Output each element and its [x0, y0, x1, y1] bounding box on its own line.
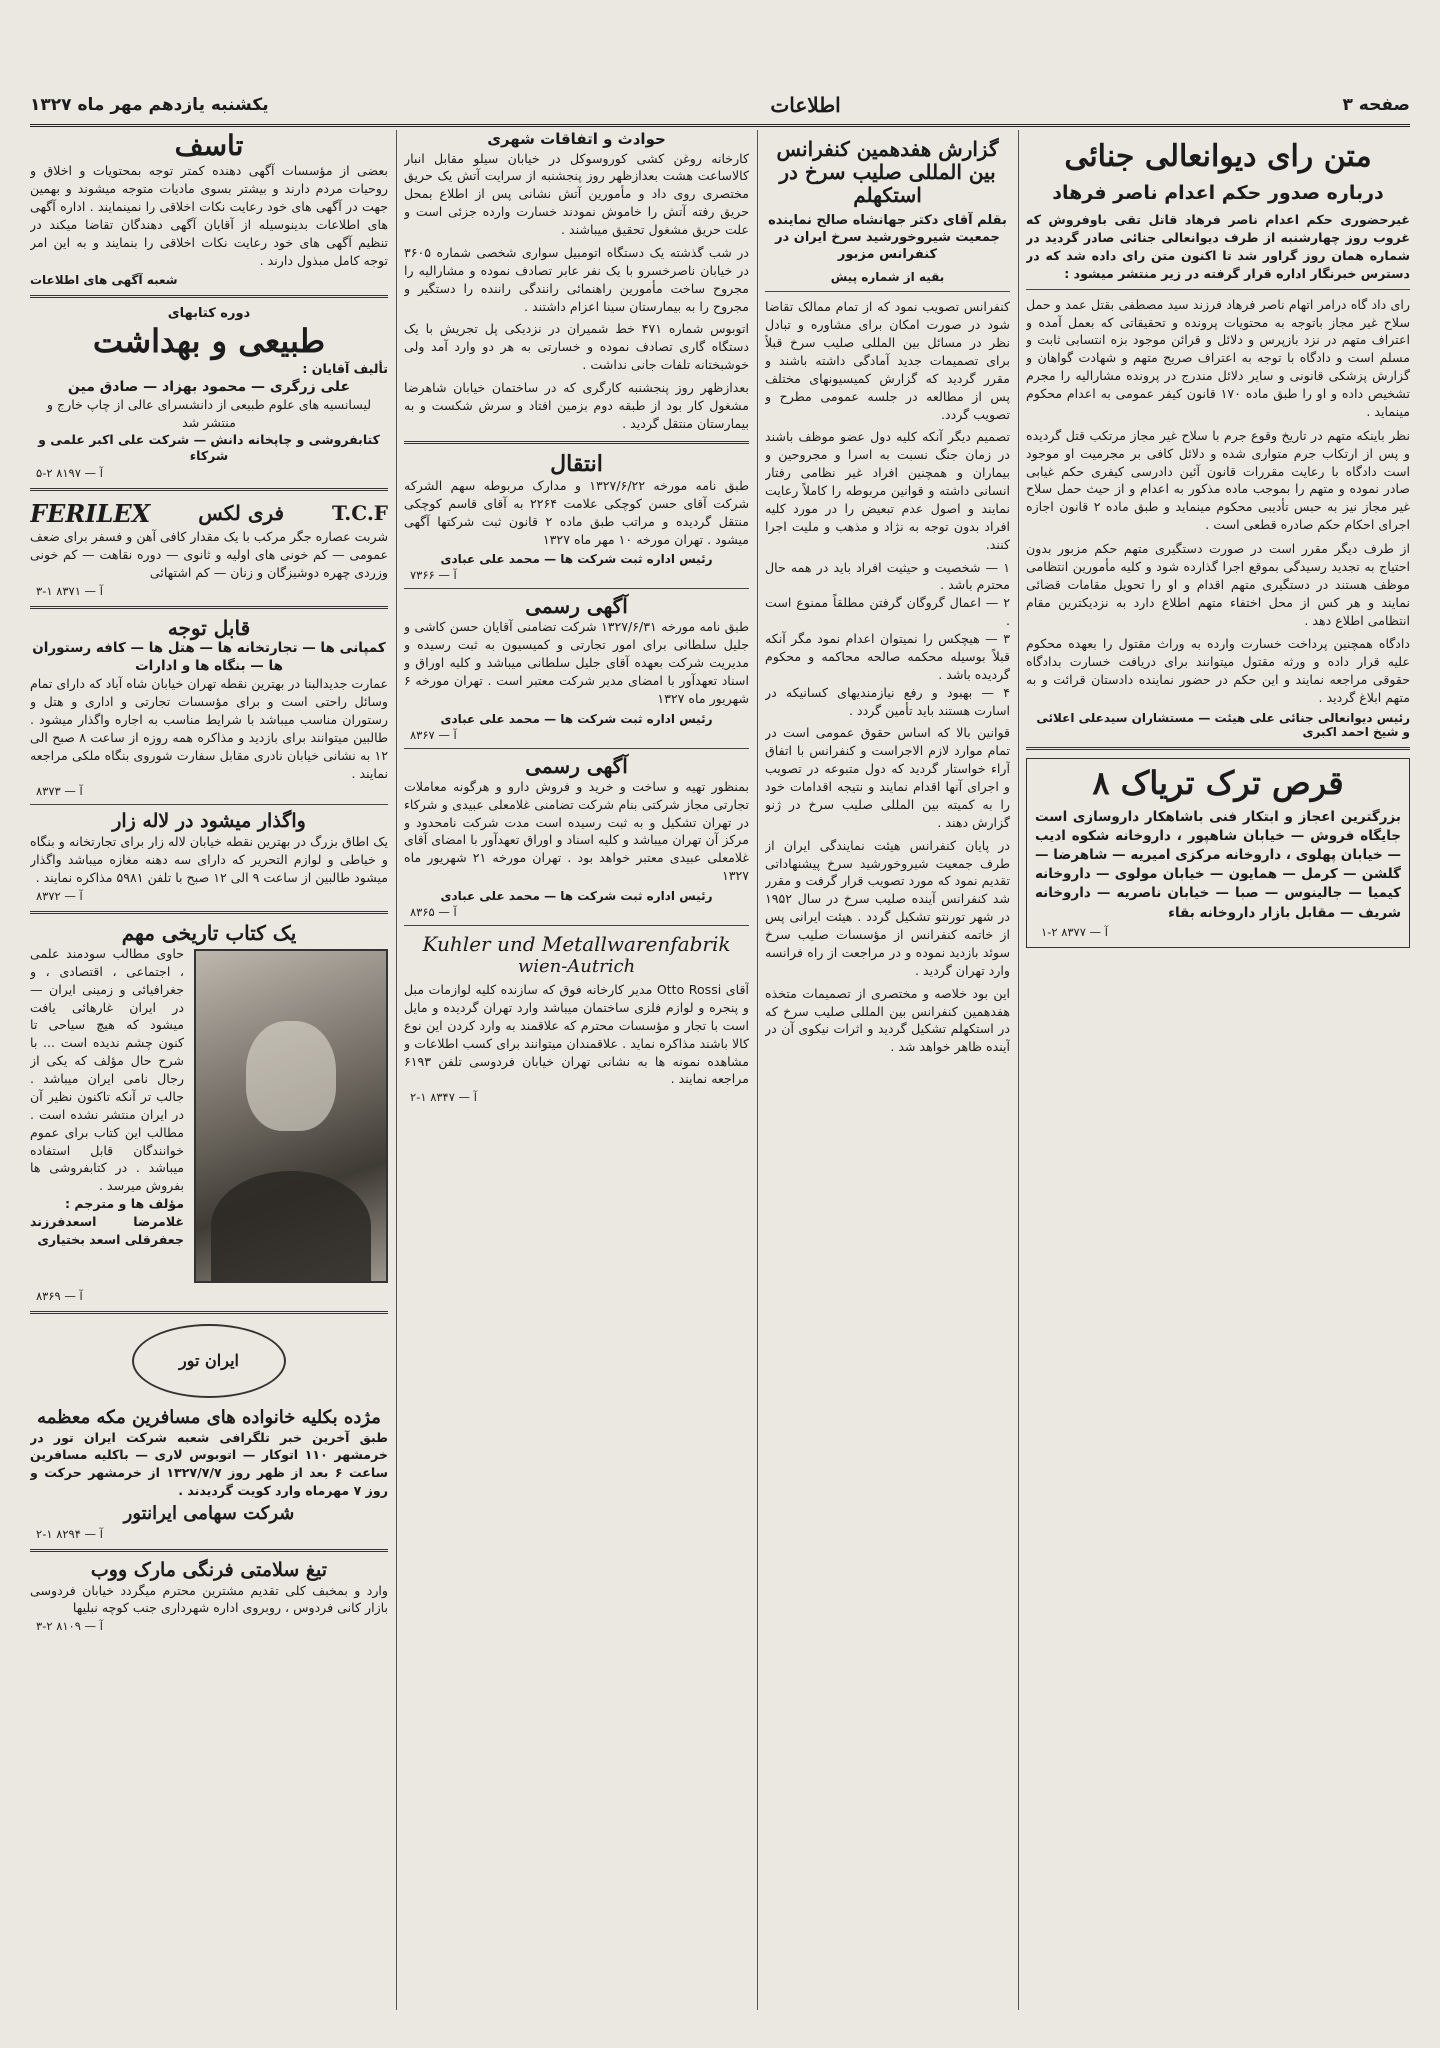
red-cross-continued: بقیه از شماره پیش [830, 269, 945, 284]
ad-kuhler-city: wien-Autrich [517, 956, 636, 978]
ad-code: آ — ۸۱۹۷ ۲-۵ [36, 466, 103, 481]
article-paragraph: تصمیم دیگر آنکه کلیه دول عضو موظف باشند در زمان جنگ نسبت به اسرا و مجروحین و بیماران و همچنین افراد غیر نظامی رفتار انسانی داشته و قوانین مربوطه را کاملاً رعایت نمایند و اصول عدم تبعیض را در مورد کلیه افراد بدون توجه به نژاد و مذهب و ملیت اجرا کنند. [765, 429, 1010, 552]
ad-notice-building [30, 617, 388, 798]
history-book-authors: غلامرضا اسعدفرزند جعفرقلی اسعد بختیاری [30, 1214, 184, 1247]
city-events [404, 130, 749, 433]
verdict-paragraph: از طرف دیگر مقرر است در صورت دستگیری متهم حکم مزبور بدون احتیاج به تجدید رسیدگی بموقع اجرا گذارده شود و کلیه مأمورین انتظامی موظف هستند در دستگیری متهم اقدام و او را تحویل مقامات قضائی نمایند و هر کس از محل اختفاء متهم اطلاع دارد به نزدیکترین مقام انتظامی اطلاع دهد . [1026, 541, 1410, 628]
ad-building-subtitle: کمپانی ها — تجارتخانه ها — هتل ها — کافه رستوران ها — بنگاه ها و ادارات [32, 640, 386, 674]
ad-iran-tour [30, 1324, 388, 1541]
ad-building-title: قابل توجه [167, 616, 251, 641]
ad-book-nature [30, 306, 388, 480]
ad-code: آ — ۸۲۹۴ ۱-۲ [36, 1526, 103, 1541]
notice-transfer-body: طبق نامه مورخه ۱۳۲۷/۶/۲۲ و مدارک مربوطه سهم الشرکه شرکت آقای حسن کوچکی علامت ۲۲۶۴ به آقای قاسم کوچکی منتقل گردیده و مراتب طبق ماده ۲ قانون ثبت شرکتها آگهی میشود . تهران مورخه ۱۰ مهر ماه ۱۳۲۷ [404, 477, 749, 547]
notice-code: آ — ۸۳۶۷ [410, 727, 457, 742]
notice-official-title: آگهی رسمی [525, 594, 628, 619]
razor-title: تیغ سلامتی فرنگی مارک ووب [90, 1558, 328, 1581]
article-paragraph: این بود خلاصه و مختصری از تصمیمات متخذه هفدهمین کنفرانس بین المللی صلیب سرخ که در استکهلم تشکیل گردید و اثرات نیکوی آن در آینده ظاهر خواهد شد . [765, 985, 1010, 1055]
header-rule [30, 124, 1410, 127]
red-cross-title: گزارش هفدهمین کنفرانس بین المللی صلیب سرخ در استکهلم [776, 137, 999, 207]
column-red-cross [765, 130, 1010, 1056]
ad-code: آ — ۸۳۷۳ [36, 784, 83, 799]
issue-date: یکشنبه یازدهم مهر ماه ۱۳۲۷ [30, 95, 269, 115]
notice-regret-signature: شعبه آگهی های اطلاعات [30, 273, 178, 288]
article-paragraph: کنفرانس تصویب نمود که از تمام ممالک تقاضا شود در صورت امکان برای مشاوره و تبادل نظر در مسائل بین المللی صلیب سرخ قبلاً برای تصمیمات جدید آمادگی داشته باشند و مقرر گردید که گزارش کمیسیونهای مختلف پس از مطالعه در جلسه عمومی مطرح و تصویب گردد. [765, 299, 1010, 422]
verdict-paragraph: دادگاه همچنین پرداخت خسارت وارده به وراث مقتول را بعهده محکوم علیه قرار داده و ورثه مقتول میتوانند برای دریافت خسارت بدادگاه حقوقی مراجعه نمایند و این حکم در حضور نماینده دادستان قرائت و به متهم ابلاغ گردید . [1026, 636, 1410, 706]
article-list-item: ۱ — شخصیت و حیثیت افراد باید در همه حال محترم باشد . [765, 559, 1010, 593]
notice-transfer-title: انتقال [550, 450, 603, 477]
ad-code: آ — ۸۳۴۷ ۱-۲ [410, 1090, 477, 1105]
page-header [30, 90, 1410, 120]
verdict-signers: رئیس دیوانعالی جنائی علی هیئت — مستشاران سیدعلی اعلائی و شیخ احمد اکبری [1036, 710, 1410, 739]
notice-code: آ — ۸۳۶۵ [410, 905, 457, 920]
notice-signature: رئیس اداره ثبت شرکت ها — محمد علی عبادی [440, 889, 713, 904]
ad-lalehzar-body: یک اطاق بزرگ در بهترین نقطه خیابان لاله زار برای تجارتخانه و بنگاه و خیاطی و لوازم التحریر که دارای سه دهنه مغازه میباشد واگذار میشود طالبین از ساعت ۹ الی ۱۲ صبح با تلفن ۵۹۸۱ مذاکره نمایند . [30, 834, 388, 885]
ad-razor-blade [30, 1560, 388, 1634]
event-item: اتوبوس شماره ۴۷۱ خط شمیران در نزدیکی پل تجریش با یک دستگاه گاری تصادف نموده و خسارتی به هر دو وارد آمد ولی خوشبختانه تلفات جانی نداشت . [404, 321, 749, 373]
ad-lalehzar-title: واگذار میشود در لاله زار [112, 810, 306, 833]
ad-ferilex [30, 499, 388, 598]
notice-official-body: طبق نامه مورخه ۱۳۲۷/۶/۳۱ شرکت تضامنی آقایان حسن کاشی و جلیل سلطانی برای امور تجارتی و کمیسیون به ثبت رسیده و مدیریت شرکت بعهده آقای جلیل سلطانی میباشد و کلیه اوراق و اسناد تعهدآور با امضای مدیر شرکت معتبر است . تهران مورخه ۶ شهریور ماه ۱۳۲۷ [404, 619, 749, 706]
iran-tour-emblem: ایران تور [132, 1324, 286, 1398]
ad-code: آ — ۸۳۷۷ ۲-۱ [1041, 924, 1108, 939]
ad-opium-tablet [1026, 758, 1410, 948]
event-item: بعدازظهر روز پنجشنبه کارگری که در ساختمان خیابان شاهرضا مشغول کار بود از طبقه دوم بزمین افتاد و سرش شکست و به بیمارستان منتقل گردید . [404, 380, 749, 431]
notice-signature: رئیس اداره ثبت شرکت ها — محمد علی عبادی [440, 552, 713, 567]
ad-history-book [30, 922, 388, 1303]
book-subtitle: لیسانسیه های علوم طبیعی از دانشسرای عالی از چاپ خارج و منتشر شد [46, 397, 372, 431]
ad-code: آ — ۸۳۷۱ ۱-۳ [36, 584, 103, 599]
article-list-item: ۳ — هیچکس را نمیتوان اعدام نمود مگر آنکه قبلاً بوسیله محکمه صالحه محاکمه و محکوم گردیده باشد . [765, 631, 1010, 682]
verdict-paragraph: رای داد گاه درامر اتهام ناصر فرهاد فرزند سید مصطفی بقتل عمد و حمل سلاح غیر مجاز باتوجه به محتویات پرونده و تحقیقاتی که بعمل آمده و اعتراف متهم در نزد بازپرس و دلائل و قرائن موجود بزه انتسابی ثابت و مسلم است و دادگاه با توجه به اعتراف صریح متهم و شهادت گواهان و گزارش پزشکی قانونی و سایر دلائل مندرج در پرونده مشارالیه را مجرم تشخیص داده و او را طبق ماده ۱۷۰ قانون کیفر عمومی به اعدام محکوم مینماید . [1026, 296, 1410, 419]
ad-kuhler [404, 932, 749, 1104]
ad-code: آ — ۸۳۶۹ [36, 1288, 83, 1303]
history-book-body: حاوی مطالب سودمند علمی ، اجتماعی ، اقتصادی ، و جغرافیائی و زمینی ایران — در ایران غارهائی یافت میشود که هیچ سیاحی تا کنون چشم ندیده است ... با شرح حال مؤلف که یکی از رجال نامی ایران میباشد . جالب تر آنکه تاکنون نظیر آن در ایران منتشر نشده است . مطالب این کتاب برای عموم خوانندگان قابل استفاده میباشد . در کتابفروشی ها بفروش میرسد . [30, 945, 184, 1194]
notice-official-body: بمنظور تهیه و ساخت و خرید و فروش دارو و هرگونه معاملات تجارتی مجاز شرکتی بنام شرکت تضامنی غلامعلی عبیدی و شرکاء در تهران تشکیل و به ثبت رسیده است مدت شرکت نامحدود و مرکز آن تهران میباشد و کلیه اسناد و اوراق تعهدآور با امضای آقای غلامعلی عبیدی معتبر خواهد بود . تهران مورخه ۲۱ شهریور ماه ۱۳۲۷ [404, 778, 749, 884]
ad-lalehzar [30, 811, 388, 902]
ad-building-body: عمارت جدیدالبنا در بهترین نقطه تهران خیابان شاه آباد که دارای تمام وسائل راحتی است و برای مؤسسات تجارتی و اداری و هتل و رستوران مناسب میباشد با شرایط مناسب به اجاره واگذار میشود . طالبین میتوانند برای بازدید و مذاکره همه روزه از ساعت ۸ صبح الی ۱۲ به نشانی خیابان نادری مقابل سفارت شوروی بنگاه ملکی مراجعه نمایند . [30, 676, 388, 781]
red-cross-byline: بقلم آقای دکتر جهانشاه صالح نماینده جمعیت شیروخورشید سرخ ایران در کنفرانس مزبور [768, 213, 1007, 262]
notice-regret [30, 130, 388, 287]
author-portrait [194, 949, 388, 1283]
notice-official-1 [404, 595, 749, 741]
book-authors: علی زرگری — محمود بهزاد — صادق مین [67, 379, 351, 395]
book-publisher: کتابفروشی و چاپخانه دانش — شرکت علی اکبر علمی و شرکاء [38, 431, 380, 464]
article-paragraph: در پایان کنفرانس هیئت نمایندگی ایران از طرف جمعیت شیروخورشید سرخ پیشنهاداتی تقدیم نمود که مورد تصویب قرار گرفت و مقرر شد کنفرانس آینده صلیب سرخ در سال ۱۹۵۲ در شهر تورنتو تشکیل گردد . هیئت ایرانی پس از خاتمه کنفرانس از مؤسسات صلیب سرخ سوئد بازدید نموده و در مراجعت از راه فرانسه وارد تهران گردید . [765, 837, 1010, 978]
ad-opium-body: بزرگترین اعجاز و ابتکار فنی باشاهکار داروسازی است جایگاه فروش — خیابان شاهپور ، داروخانه شکوه ادیب — خیابان پهلوی ، داروخانه مرکزی امیریه — شاهرضا — گلشن — کرمل — همایون — خیابان مولوی — داروخانه کیمیا — جالینوس — صبا — خیابان ناصریه — داروخانه شریف — مقابل بازار داروخانه بقاء [1035, 808, 1401, 921]
razor-body: وارد و بمخبف کلی تقدیم مشترین محترم میگردد خیابان فردوسی بازار کانی فردوس ، روبروی اداره شهرداری جنب کوچه نبلیها [30, 1582, 388, 1616]
ferilex-body: شربت عصاره جگر مرکب با یک مقدار کافی آهن و فسفر برای ضعف عمومی — کم خونی های اولیه و ثانوی — دوره نقاهت — کم خونی وزردی چهره دوشیزگان و زنان — کم اشتهائی [30, 529, 388, 581]
ad-code: آ — ۸۳۷۲ [36, 888, 83, 903]
history-book-authors-label: مؤلف ها و مترجم : [64, 1196, 184, 1212]
paper-name: اطلاعات [770, 93, 841, 117]
verdict-title: متن رای دیوانعالی جنائی [1064, 139, 1372, 174]
verdict-subtitle: درباره صدور حکم اعدام ناصر فرهاد [1052, 181, 1384, 204]
column-divider [757, 130, 758, 2010]
article-list-item: ۲ — اعمال گروگان گرفتن مطلقاً ممنوع است . [765, 595, 1010, 629]
column-verdict [1026, 130, 1410, 954]
event-item: کارخانه روغن کشی کوروسوکل در خیابان سیلو مقابل انبار کالاساعت هشت بعدازظهر روز پنجشنبه از سرایت آتش یک حریق مختصری روی داد و مأمورین آتش نشانی پس از اطلاع بمحل حریق رفته آتش را خاموش نمودند خسارت وارده جزئی است و علت حریق مشغول تحقیق میباشند . [404, 150, 749, 237]
notice-regret-title: تاسف [174, 130, 244, 162]
notice-official-title: آگهی رسمی [525, 753, 628, 778]
verdict-paragraph: نظر باینکه متهم در تاریخ وقوع جرم با سلاح غیر مجاز مرتکب قتل گردیده و پس از ارتکاب جرم متواری شده و دلائل کافی بر مجرمیت او موجود است دادگاه با رعایت مقررات قانون آئین دادرسی کیفری حکم غیابی صادر نموده و متهم را بموجب ماده مذکور به اعدام و از حیث حمل سلاح غیر مجاز نیز به حبس تأدیبی محکوم مینماید و طبق ماده ۲ قانون اجازه اجرای احکام حکم صادره قطعی است . [1026, 427, 1410, 533]
ferilex-persian-name: فری لکس [198, 501, 285, 526]
history-book-title: یک کتاب تاریخی مهم [121, 920, 297, 945]
column-ads [30, 130, 388, 1635]
page-number: صفحه ۳ [1342, 95, 1410, 115]
column-divider [396, 130, 397, 2010]
ad-code: آ — ۸۱۰۹ ۲-۳ [36, 1619, 103, 1634]
book-authors-label: تألیف آقایان : [302, 361, 388, 377]
notice-regret-body: بعضی از مؤسسات آگهی دهنده کمتر توجه بمحتویات و اخلاق و روحیات مردم دارند و بیشتر بسوی مادیات متوجه میشوند و بهمین جهت در آگهی های خود رعایت نکات اخلاقی را نمینمایند . اداره آگهی های اطلاعات بدینوسیله از آقایان آگهی دهندگان تقاضا میکند در تنظیم آگهی های خود رعایت نکات اخلاقی را بنمایند و به این امر توجه کامل مبذول دارند . [30, 163, 388, 268]
city-events-title: حوادث و اتفاقات شهری [487, 130, 666, 148]
iran-tour-title: مژده بکلیه خانواده های مسافرین مکه معظمه [37, 1406, 381, 1428]
notice-official-2 [404, 755, 749, 919]
book-series: دوره کتابهای [167, 306, 251, 322]
column-divider [1018, 130, 1019, 2010]
notice-transfer [404, 452, 749, 583]
article-paragraph: قوانین بالا که اساس حقوق عمومی است در تمام موارد لازم الاجراست و کنفرانس با اتفاق آراء خواستار گردید که دول متبوعه در تصویب و اجرای آنها اقدام نمایند و نتیجه اقدامات خود را به کمیته بین المللی صلیب سرخ در ژنو گزارش دهند . [765, 725, 1010, 830]
event-item: در شب گذشته یک دستگاه اتومبیل سواری شخصی شماره ۳۶۰۵ در خیابان ناصرخسرو با یک نفر عابر تصادف نموده و مشارالیه را مجروح ساخت مأمورین راهنمائی رانندگی راننده را دستگیر و مجروح را به بیمارستان سینا اعزام داشتند . [404, 244, 749, 314]
notice-code: آ — ۷۳۶۶ [410, 568, 457, 583]
ferilex-tcf: T.C.F [332, 501, 388, 526]
book-title: طبیعی و بهداشت [92, 322, 326, 361]
ad-kuhler-body: آقای Otto Rossi مدیر کارخانه فوق که سازنده کلیه لوازمات مبل و پنجره و لوازم فلزی ساختمان میباشد وارد تهران گردیده و مایل است با تجار و مؤسسات محترم که علاقمند به وارد کردن این نوع کالا باشند مذاکره نماید . علاقمندان میتوانند برای کسب اطلاعات و مشاهده نمونه ها به نشانی تهران خیابان فردوسی تلفن ۶۱۹۳ مراجعه نمایند . [404, 982, 749, 1087]
ad-kuhler-company: Kuhler und Metallwarenfabrik [422, 932, 731, 957]
iran-tour-signature: شرکت سهامی ایرانتور [123, 1503, 295, 1525]
ad-opium-title: قرص ترک تریاک ۸ [1092, 763, 1344, 802]
verdict-lead: غیرحضوری حکم اعدام ناصر فرهاد قاتل تقی باوفروش که غروب روز چهارشنبه از طرف دیوانعالی جنائی صادر گردید در شماره همان روز گراور شد تا اکنون متن رای داده شد که در دسترس خبرنگار اداره قرار گرفته در زیر منتشر میشود : [1026, 212, 1410, 281]
notice-signature: رئیس اداره ثبت شرکت ها — محمد علی عبادی [440, 711, 713, 726]
ferilex-brand: FERILEX [30, 499, 151, 529]
article-list-item: ۴ — بهبود و رفع نیازمندیهای کسانیکه در اسارت هستند باید تأمین گردد . [765, 684, 1010, 718]
iran-tour-body: طبق آخرین خبر تلگرافی شعبه شرکت ایران تور در خرمشهر ۱۱۰ اتوکار — اتوبوس لاری — باکلیه مسافرین ساعت ۶ بعد از ظهر روز ۱۳۲۷/۷/۷ از خرمشهر حرکت و روز ۷ مهرماه وارد کویت گردیدند . [30, 1429, 388, 1499]
column-events-ads [404, 130, 749, 1106]
